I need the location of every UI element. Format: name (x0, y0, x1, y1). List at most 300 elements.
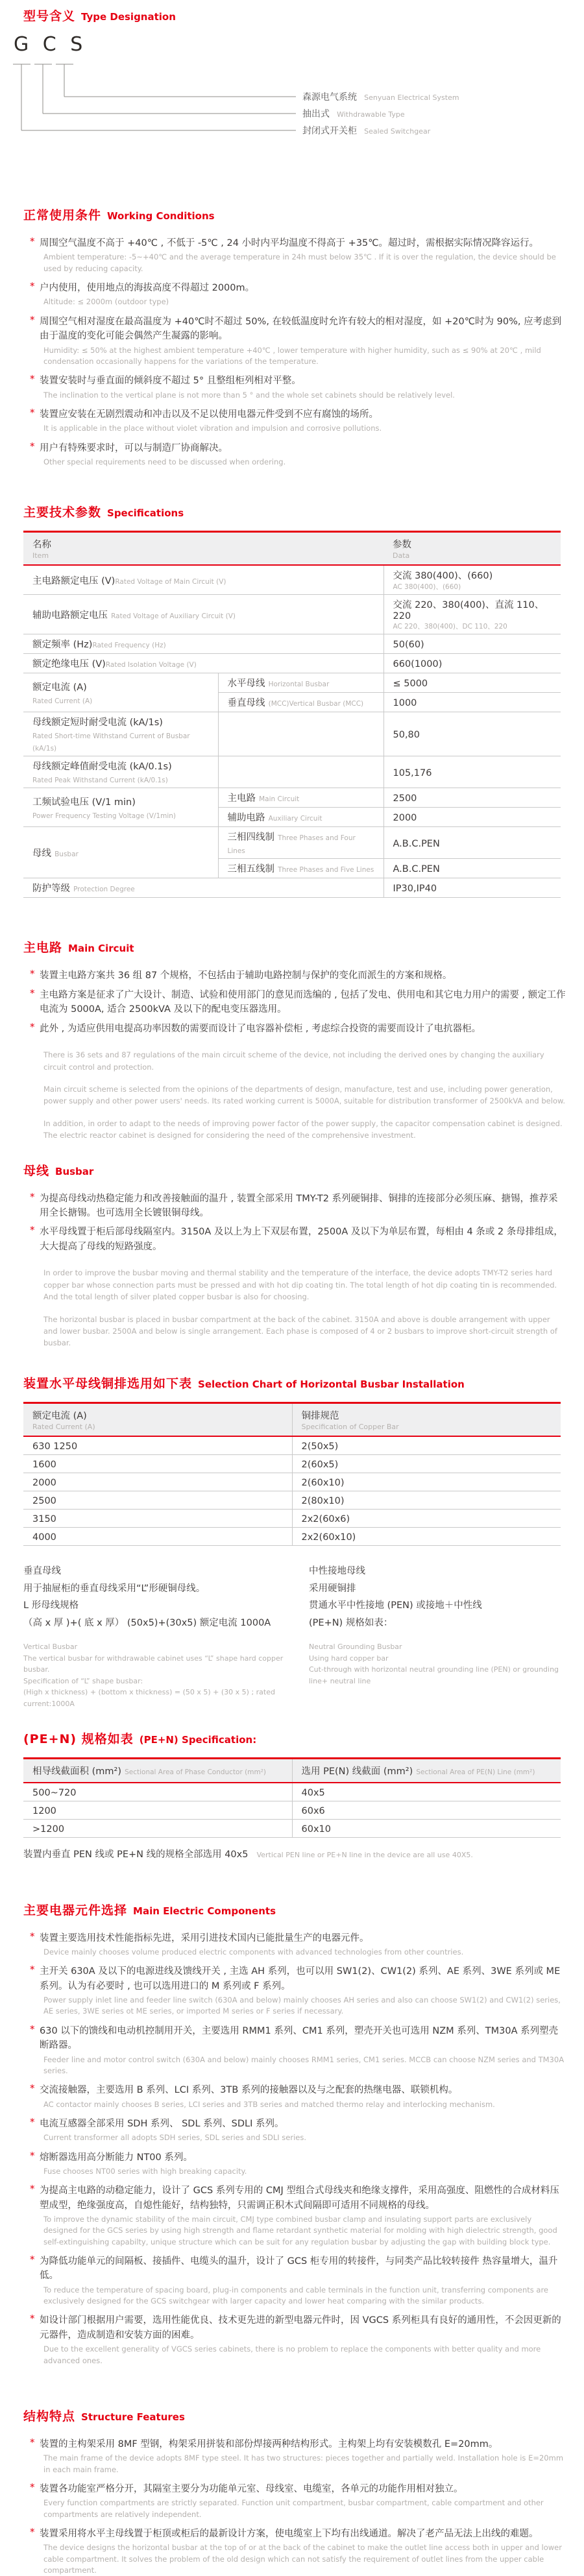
spec-value (383, 634, 561, 654)
item-text-en: Altitude: ≤ 2000m (outdoor type) (43, 297, 169, 307)
section-heading-busbar-selection (23, 1374, 561, 1391)
paragraph-en: There is 36 sets and 87 regulations of the main circuit scheme of the device, not including the derived ones by changing the auxiliary circuit control and protection. (43, 1050, 544, 1072)
table-row (23, 1527, 561, 1545)
vertical-busbar-title-en: Vertical Busbar (23, 1642, 78, 1651)
item-text-en: To improve the dynamic stability of the main circuit, CMJ type combined busbar clamp and insulating support parts are exclusively designed for the GCS series by using high strength and flame retardant synthetic material for molding with high dielectric strength, good self-extinguishing capabilty, unique structure which can be suit for any regulation busbar by adjusting the gap with building block type. (43, 2215, 557, 2246)
heading-en: Working Conditions (107, 210, 215, 222)
label-en: Rated Voltage of Auxiliary Circuit (V) (111, 612, 236, 620)
item-text-en: Device mainly chooses volume produced electric components with advanced technologies from other countries. (43, 1947, 464, 1956)
spec-sublabel (218, 827, 383, 859)
pe-cell (292, 1783, 561, 1801)
current-cell (23, 1454, 292, 1473)
section-heading-main-components (23, 1901, 561, 1918)
spec-label (23, 756, 218, 788)
label-en: Rated Isolation Voltage (V) (105, 661, 197, 669)
list-item (29, 407, 566, 435)
list-item (29, 281, 566, 308)
heading-en: Main Electric Components (133, 1905, 276, 1917)
bullet-asterisk: * (30, 968, 35, 980)
list-item (29, 2184, 566, 2248)
value: A.B.C.PEN (393, 864, 440, 875)
spec-value (383, 878, 561, 898)
designation-lines (0, 58, 584, 168)
vertical-busbar-line-en: (High x thickness) + (bottom x thickness) = (50 x 5) + (30 x 5) ; rated current:1000A (23, 1688, 275, 1708)
section-heading-busbar (23, 1161, 561, 1179)
sublabel-en: (MCC)Vertical Busbar (MCC) (268, 700, 364, 708)
main-components-list (29, 1931, 566, 2366)
bullet-asterisk: * (30, 2481, 35, 2493)
item-text-zh: 此外 , 为适应供用电提高功率因数的需要而设计了电容器补偿柜 , 考虑综合投资的需要而设计了电抗器柜。 (40, 1023, 481, 1034)
spec-sublabel (218, 673, 383, 693)
value-en: AC 380(400)、(660) (393, 583, 461, 592)
value: ≤ 5000 (393, 679, 428, 690)
neutral-busbar-line-en: Cut-through with horizontal neutral grounding line (PEN) or grounding line+ neutral line (309, 1665, 559, 1685)
cell-value: 2x2(60x10) (301, 1532, 356, 1543)
section-heading-main-circuit (23, 938, 561, 956)
cell-value: 2(60x5) (301, 1459, 339, 1470)
heading-zh: 主要电器元件选择 (23, 1903, 128, 1918)
table-row (23, 654, 561, 673)
neutral-busbar-title-en: Neutral Grounding Busbar (309, 1642, 402, 1651)
bullet-asterisk: * (30, 235, 35, 247)
value: 2000 (393, 813, 417, 824)
note-zh: 装置内垂直 PEN 线或 PE+N 线的规格全部选用 40x5 (23, 1849, 249, 1860)
label-zh: 额定频率 (Hz) (32, 640, 93, 651)
list-item (29, 2254, 566, 2307)
cell-value: 4000 (32, 1532, 56, 1543)
list-item (29, 1931, 566, 1958)
heading-zh: 主要技术参数 (23, 505, 102, 520)
item-text-en: Other special requirements need to be discussed when ordering. (43, 457, 286, 467)
cell-value: 2(50x5) (301, 1441, 339, 1452)
list-item (29, 2083, 566, 2110)
spec-label (23, 878, 383, 898)
spec-value (383, 859, 561, 878)
spec-sublabel-empty (218, 756, 383, 788)
item-text-zh: 630 以下的馈线和电动机控制用开关，主要选用 RMM1 系列、CM1 系列，塑壳开关也可选用 NZM 系列、TM30A 系列塑壳断路器。 (40, 2025, 559, 2051)
value: 50,80 (393, 730, 420, 741)
spec-label (23, 634, 383, 654)
spec-cell (292, 1436, 561, 1455)
designation-label-sealed (302, 124, 430, 137)
section-heading-specifications (23, 503, 561, 520)
item-text-zh: 装置安装时与垂直面的倾斜度不超过 5° 且整组柜列相对平整。 (40, 376, 301, 387)
list-item (29, 2117, 566, 2144)
neutral-busbar-line-zh: (PE+N) 规格如表： (309, 1618, 393, 1629)
item-text-zh: 如设计部门根据用户需要，选用性能优良、技术更先进的新型电器元件时，因 VGCS 系列柜具有良好的通用性，不会因更新的元器件，造成制造和安装方面的困难。 (40, 2315, 561, 2341)
spec-cell (292, 1527, 561, 1545)
table-row (23, 1509, 561, 1527)
label-en: Rated Current (A) (32, 697, 93, 705)
bullet-asterisk: * (30, 2115, 35, 2128)
item-text-en: The inclination to the vertical plane is not more than 5 ° and the whole set cabinets should be relatively level. (43, 390, 455, 400)
item-text-zh: 装置各功能室严格分开，其隔室主要分为功能单元室、母线室、电缆室，各单元的功能作用相对独立。 (40, 2483, 463, 2494)
list-item (29, 2527, 566, 2576)
sublabel-zh: 三相五线制 (227, 864, 274, 875)
column-header-rated-current (23, 1402, 292, 1436)
bullet-asterisk: * (30, 280, 35, 292)
cell-value: 60x10 (301, 1824, 331, 1835)
table-header-row (23, 532, 561, 566)
sublabel-zh: 主电路 (227, 793, 256, 804)
list-item (29, 1192, 566, 1221)
section-heading-structure-features (23, 2407, 561, 2424)
column-header-pe-area (292, 1758, 561, 1783)
busbar-selection-table (23, 1402, 561, 1546)
spec-sublabel-empty (218, 712, 383, 756)
spec-label (23, 565, 383, 595)
heading-zh: 结构特点 (23, 2409, 76, 2424)
bullet-asterisk: * (30, 987, 35, 999)
list-item (29, 1022, 566, 1036)
cell-value: >1200 (32, 1824, 65, 1835)
spec-label (23, 654, 383, 673)
value-zh: 交流 220、380(400)、直流 110、220 (393, 600, 544, 622)
label-zh: 母线额定峰值耐受电流 (kA/0.1s) (32, 762, 172, 773)
label-zh: 辅助电路额定电压 (32, 610, 108, 621)
bullet-asterisk: * (30, 1930, 35, 1942)
vertical-busbar-line-zh: （高 x 厚 )+( 底 x 厚） (50x5)+(30x5) 额定电流 1000A (23, 1618, 271, 1629)
value: IP30,IP40 (393, 884, 437, 895)
item-text-zh: 电流互感器全部采用 SDH 系列、 SDL 系列、SDLI 系列。 (40, 2118, 284, 2129)
label-zh: 防护等级 (32, 884, 70, 895)
heading-zh: 装置水平母线铜排选用如下表 (23, 1376, 193, 1391)
heading-en: Type Designation (81, 11, 176, 23)
heading-zh: 型号含义 (23, 9, 76, 23)
spec-value (383, 565, 561, 595)
item-text-en: The main frame of the device adopts 8MF type steel. It has two structures: pieces together and partially weld. Installation hole is E=20mm in each main frame. (43, 2453, 564, 2474)
sublabel-zh: 水平母线 (227, 679, 265, 690)
cell-value: 2(60x10) (301, 1477, 345, 1488)
label-en: Rated Voltage of Main Circuit (V) (115, 577, 226, 586)
value: A.B.C.PEN (393, 838, 440, 849)
item-text-en: Current transformer all adopts SDH series, SDL series and SDLI series. (43, 2133, 306, 2143)
cell-value: 60x6 (301, 1805, 325, 1816)
phase-cell (23, 1801, 292, 1819)
spec-cell (292, 1454, 561, 1473)
table-header-row (23, 1758, 561, 1783)
current-cell (23, 1527, 292, 1545)
cell-value: 500~720 (32, 1787, 77, 1798)
vertical-busbar-line-zh: L 形母线规格 (23, 1600, 79, 1611)
item-text-zh: 为降低功能单元的间隔板、接插件、电缆头的温升，设计了 GCS 柜专用的转接件，与同类产品比较转接件 热容量增大，温升低。 (40, 2256, 558, 2281)
section-heading-pen-spec (23, 1729, 561, 1747)
neutral-busbar-line-en: Using hard copper bar (309, 1654, 389, 1663)
heading-en: Specifications (107, 507, 184, 520)
note-en: Vertical PEN line or PE+N line in the device are all use 40X5. (256, 1850, 473, 1859)
spec-value (383, 712, 561, 756)
table-row (23, 1436, 561, 1455)
cell-value: 2(80x10) (301, 1495, 345, 1506)
label-en: Rated Frequency (Hz) (92, 642, 166, 650)
paragraph-en: In addition, in order to adapt to the needs of improving power factor of the power supply, the capacitor compensation cabinet is designed. The electric reactor cabinet is designed for considering the need of the comprehensive investment. (43, 1118, 563, 1140)
bullet-asterisk: * (30, 2082, 35, 2095)
item-text-en: Fuse chooses NT00 series with high breaking capacity. (43, 2167, 247, 2176)
list-item (29, 441, 566, 468)
item-text-zh: 为提高母线动热稳定能力和改善接触面的温升 , 装置全部采用 TMY-T2 系列硬铜排、铜排的连接部分必须压麻、搪锡，推荐采用全长搪锡。也可选用全长镀银铜母线。 (40, 1193, 558, 1218)
bullet-asterisk: * (30, 2023, 35, 2035)
bullet-asterisk: * (30, 313, 35, 326)
label-zh: 森源电气系统 (302, 92, 357, 102)
col-en: Specification of Copper Bar (301, 1422, 399, 1431)
bullet-asterisk: * (30, 440, 35, 452)
value-en: AC 220、380(400)、DC 110、220 (393, 623, 507, 631)
phase-cell (23, 1819, 292, 1837)
type-designation-diagram (0, 33, 584, 171)
value: 660(1000) (393, 659, 443, 670)
label-zh: 主电路额定电压 (V) (32, 575, 116, 586)
vertical-busbar-line-zh: 用于抽屉柜的垂直母线采用“L”形硬铜母线。 (23, 1583, 206, 1594)
value: 1000 (393, 698, 417, 709)
label-zh: 抽出式 (302, 109, 330, 119)
spec-value (383, 673, 561, 693)
heading-zh: 主电路 (23, 941, 63, 956)
col-data-zh: 参数 (393, 540, 411, 551)
cell-value: 2000 (32, 1477, 56, 1488)
table-row (23, 1454, 561, 1473)
cell-value: 3150 (32, 1513, 56, 1524)
label-en: Senyuan Electrical System (364, 93, 459, 102)
current-cell (23, 1491, 292, 1509)
item-text-en: Due to the excellent generality of VGCS series cabinets, there is no problem to replace the components with better quality and more advanced ones. (43, 2344, 541, 2365)
heading-en: Busbar (55, 1165, 94, 1177)
label-zh: 工频试验电压 (V/1 min) (32, 797, 136, 808)
spec-label (23, 712, 218, 756)
col-en: Rated Current (A) (32, 1422, 95, 1431)
sublabel-en: Auxiliary Circuit (268, 815, 322, 823)
item-text-zh: 周围空气相对湿度在最高温度为 +40℃时不超过 50%, 在较低温度时允许有较大的相对湿度，如 +20℃时为 90%, 应考虑到由于温度的变化可能会偶然产生凝露的影响。 (40, 316, 562, 342)
item-text-zh: 装置应安装在无剧烈震动和冲击以及不足以使用电器元件受到不应有腐蚀的场所。 (40, 409, 378, 420)
col-data-en: Data (393, 551, 410, 560)
spec-cell (292, 1473, 561, 1491)
item-text-en: Power supply inlet line and feeder line switch (630A and below) mainly chooses AH series and also can choose SW1(2) and CW1(2) series, AE series, 3WE series ot ME series, or imported M series or F series if necessary. (43, 1995, 561, 2016)
main-circuit-list (29, 969, 566, 1036)
cell-value: 630 1250 (32, 1441, 78, 1452)
sublabel-en: Main Circuit (259, 795, 300, 804)
column-header-copper-spec (292, 1402, 561, 1436)
list-item (29, 374, 566, 401)
table-row (23, 673, 561, 693)
bullet-asterisk: * (30, 406, 35, 418)
sublabel-en: Three Phases and Five Lines (278, 866, 374, 874)
spec-sublabel (218, 693, 383, 712)
col-zh: 铜排规范 (301, 1410, 339, 1421)
label-zh: 封闭式开关柜 (302, 126, 357, 136)
bullet-asterisk: * (30, 373, 35, 385)
spec-value (383, 595, 561, 634)
heading-en: Selection Chart of Horizontal Busbar Installation (198, 1378, 465, 1390)
cell-value: 40x5 (301, 1787, 325, 1798)
item-text-zh: 用户有特殊要求时，可以与制造厂协商解决。 (40, 442, 228, 453)
spec-value (383, 808, 561, 827)
table-row (23, 1819, 561, 1837)
list-item (29, 315, 566, 367)
spec-value (383, 654, 561, 673)
bullet-asterisk: * (30, 1020, 35, 1033)
paragraph-en: The horizontal busbar is placed in busbar compartment at the back of the cabinet. 3150A and above is double arrangement with upper and lower busbar. 2500A and below is single arrangement. Each phase is composed of 4 or 2 busbars to improve short-circuit strength of busbar. (43, 1314, 557, 1348)
label-en: Withdrawable Type (337, 110, 405, 119)
working-conditions-list (29, 236, 566, 468)
col-zh: 额定电流 (A) (32, 1410, 87, 1421)
column-header-phase-area (23, 1758, 292, 1783)
spec-label (23, 827, 218, 878)
spec-value (383, 693, 561, 712)
col-zh: 选用 PE(N) 线截面 (mm²) (301, 1766, 413, 1777)
col-item-zh: 名称 (32, 540, 51, 551)
spec-value (383, 788, 561, 808)
spec-value (383, 756, 561, 788)
table-row (23, 1491, 561, 1509)
bullet-asterisk: * (30, 2436, 35, 2448)
current-cell (23, 1436, 292, 1455)
item-text-zh: 熔断器选用高分断能力 NT00 系列。 (40, 2152, 193, 2163)
bullet-asterisk: * (30, 2183, 35, 2195)
busbar-detail-columns (23, 1563, 561, 1710)
spec-cell (292, 1509, 561, 1527)
item-text-en: To reduce the temperature of spacing board, plug-in components and cable terminals in the function unit, transferring components are exclusively designed for the GCS switchgear with larger capacity and lower heat comparing with the similar products. (43, 2285, 549, 2306)
spec-sublabel (218, 859, 383, 878)
bullet-asterisk: * (30, 2525, 35, 2538)
item-text-en: Every function compartments are strictly separated. Function unit compartment, busbar compartment, cable compartment and other compartments are relatively independent. (43, 2498, 544, 2519)
col-zh: 相导线截面积 (mm²) (32, 1766, 121, 1777)
list-item (29, 2482, 566, 2520)
list-item (29, 988, 566, 1017)
label-en: Power Frequency Testing Voltage (V/1min) (32, 812, 176, 820)
sublabel-zh: 三相四线制 (227, 832, 274, 843)
spec-label (23, 673, 218, 712)
table-row (23, 878, 561, 898)
busbar-english-paragraphs (43, 1267, 566, 1349)
specifications-table (23, 531, 561, 898)
column-header-item (23, 532, 383, 566)
value-zh: 交流 380(400)、(660) (393, 571, 493, 582)
heading-en: Main Circuit (68, 943, 134, 955)
label-en: Rated Peak Withstand Current (kA/0.1s) (32, 776, 168, 785)
vertical-busbar-line-en: The vertical busbar for withdrawable cabinet uses “L” shape hard copper busbar. (23, 1654, 284, 1674)
bullet-asterisk: * (30, 1964, 35, 1976)
structure-features-list (29, 2437, 566, 2576)
label-zh: 额定绝缘电压 (V) (32, 659, 106, 670)
label-en: Protection Degree (73, 885, 135, 894)
neutral-busbar-column (309, 1563, 561, 1710)
bullet-asterisk: * (30, 2253, 35, 2265)
table-row (23, 756, 561, 788)
pe-cell (292, 1801, 561, 1819)
label-en: Busbar (55, 850, 79, 858)
current-cell (23, 1473, 292, 1491)
table-header-row (23, 1402, 561, 1436)
item-text-zh: 交流接触器，主要选用 B 系列、LCI 系列、3TB 系列的接触器以及与之配套的热继电器、联锁机构。 (40, 2085, 458, 2096)
bullet-asterisk: * (30, 1190, 35, 1203)
busbar-list (29, 1192, 566, 1255)
item-text-zh: 为提高主电路的动稳定能力，设计了 GCS 系列专用的 CMJ 型组合式母线夹和绝缘支撑件，采用高强度、阻燃性的合成材料压塑成型，绝缘强度高，自熄性能好，结构独特，只需调正积木式间隔即可适用不同规格的母线。 (40, 2185, 559, 2211)
spec-sublabel (218, 808, 383, 827)
value: 105,176 (393, 767, 432, 778)
cell-value: 1200 (32, 1805, 56, 1816)
item-text-en: Humidity: ≤ 50% at the highest ambient temperature +40℃ , lower temperature with higher humidity, such as ≤ 90% at 20℃ , mild condensation occasionally happens for the variations of the temperature. (43, 345, 541, 366)
cell-value: 2500 (32, 1495, 56, 1506)
spec-value (383, 827, 561, 859)
neutral-busbar-title-zh: 中性接地母线 (309, 1565, 365, 1576)
section-heading-type-designation (23, 6, 561, 24)
item-text-zh: 装置采用将水平主母线置于柜顶或柜后的最新设计方案，使电缆室上下均有出线通道。解决了老产品无法上出线的难题。 (40, 2528, 539, 2539)
label-en: Sealed Switchgear (364, 127, 431, 136)
sublabel-zh: 辅助电路 (227, 813, 265, 824)
table-row (23, 712, 561, 756)
item-text-en: AC contactor mainly chooses B series, LCI series and 3TB series and matched thermo relay and interlocking mechanism. (43, 2099, 495, 2109)
heading-en: Structure Features (81, 2411, 185, 2423)
label-zh: 母线额定短时耐受电流 (kA/1s) (32, 717, 163, 728)
paragraph-en: Main circuit scheme is selected from the opinions of the departments of design, manufacture, test and use, including power generation, power supply and other power users' needs. Its rated working current is 5000A, suitable for distribution transformer of 2500kVA and below. (43, 1084, 565, 1106)
label-en: Rated Short-time Withstand Current of Busbar (kA/1s) (32, 732, 190, 753)
bullet-asterisk: * (30, 2149, 35, 2161)
list-item (29, 1964, 566, 2017)
model-code: G C S (14, 33, 87, 56)
item-text-zh: 周围空气温度不高于 +40℃ , 不低于 -5℃ , 24 小时内平均温度不得高于 +35℃。超过时，需根据实际情况降容运行。 (40, 238, 539, 248)
table-row (23, 827, 561, 859)
list-item (29, 2024, 566, 2076)
item-text-zh: 主开关 630A 及以下的电源进线及馈线开关 , 主选 AH 系列，也可以用 SW1(2)、CW1(2) 系列、AE 系列、3WE 系列或 ME 系列。认为有必要时 , 也可以选用进口的 M 系列或 F 系列。 (40, 1966, 561, 1992)
item-text-zh: 装置主要选用技术性能指标先进，采用引进技术国内已能批量生产的电器元件。 (40, 1932, 369, 1944)
list-item (29, 2313, 566, 2366)
label-zh: 额定电流 (A) (32, 682, 87, 693)
heading-zh: 正常使用条件 (23, 208, 102, 223)
section-heading-working-conditions (23, 206, 561, 223)
table-row (23, 1783, 561, 1801)
vertical-busbar-column (23, 1563, 309, 1710)
item-text-zh: 户内使用，使用地点的海拔高度不得超过 2000m。 (40, 282, 255, 293)
pen-spec-table (23, 1757, 561, 1838)
spec-sublabel (218, 788, 383, 808)
spec-cell (292, 1491, 561, 1509)
item-text-zh: 装置主电路方案共 36 组 87 个规格，不包括由于辅助电路控制与保护的变化而派生的方案和规格。 (40, 970, 452, 981)
col-en: Sectional Area of Phase Conductor (mm²) (125, 1768, 266, 1776)
value: 2500 (393, 793, 417, 804)
item-text-en: The device designs the horizontal busbar at the top of or at the back of the cabinet to make the outlet line access both in upper and lower cable compartment. It solves the problem of the old design which can not satisfy the requirement of outlet lines from the upper cable compartment. (43, 2543, 562, 2575)
heading-zh: (PE+N) 规格如表 (23, 1731, 134, 1746)
column-header-data (383, 532, 561, 566)
list-item (29, 1225, 566, 1254)
pen-spec-note (23, 1847, 561, 1860)
heading-zh: 母线 (23, 1163, 50, 1178)
table-row (23, 595, 561, 634)
pe-cell (292, 1819, 561, 1837)
item-text-en: It is applicable in the place without violet vibration and impulsion and corrosive pollutions. (43, 424, 382, 433)
designation-label-system (302, 90, 459, 103)
item-text-zh: 水平母线置于柜后部母线隔室内。3150A 及以上为上下双层布置，2500A 及以下为单层布置，每相由 4 条或 2 条母排组成，大大提高了母线的短路强度。 (40, 1227, 563, 1252)
col-item-en: Item (32, 551, 49, 560)
spec-label (23, 788, 218, 827)
table-row (23, 565, 561, 595)
item-text-zh: 装置的主构架采用 8MF 型钢，构架采用拼装和部份焊接两种结构形式。主构架上均有安装模数孔 E=20mm。 (40, 2438, 498, 2450)
heading-en: (PE+N) Specification: (139, 1733, 257, 1746)
list-item (29, 236, 566, 274)
designation-label-withdrawable (302, 107, 405, 120)
value: 50(60) (393, 640, 424, 651)
item-text-zh: 主电路方案是征求了广大设计、制造、试验和使用部门的意见而选编的 , 包括了发电、供用电和其它电力用户的需要 , 额定工作电流为 5000A, 适合 2500kVA 及以下的配电变压器选用。 (40, 989, 566, 1015)
sublabel-en: Horizontal Busbar (268, 680, 330, 689)
main-circuit-english-paragraphs (43, 1049, 566, 1141)
vertical-busbar-title-zh: 垂直母线 (23, 1565, 61, 1576)
item-text-en: Feeder line and motor control switch (630A and below) mainly chooses RMM1 series, CM1 series. MCCB can choose NZM series and TM30A series. (43, 2054, 565, 2075)
cell-value: 2x2(60x6) (301, 1513, 350, 1524)
table-row (23, 788, 561, 808)
vertical-busbar-line-en: Specification of “L” shape busbar: (23, 1676, 143, 1685)
list-item (29, 2437, 566, 2475)
label-zh: 母线 (32, 848, 51, 859)
neutral-busbar-line-zh: 采用硬铜排 (309, 1583, 356, 1594)
paragraph-en: In order to improve the busbar moving and thermal stability and the temperature of the interface, the device adopts TMY-T2 series hard copper bar whose connection parts must be pressed and with hot dip coating tin. The total length of hot dip coating tin is recommended. And the total length of silver plated copper busbar is also for choosing. (43, 1268, 557, 1302)
